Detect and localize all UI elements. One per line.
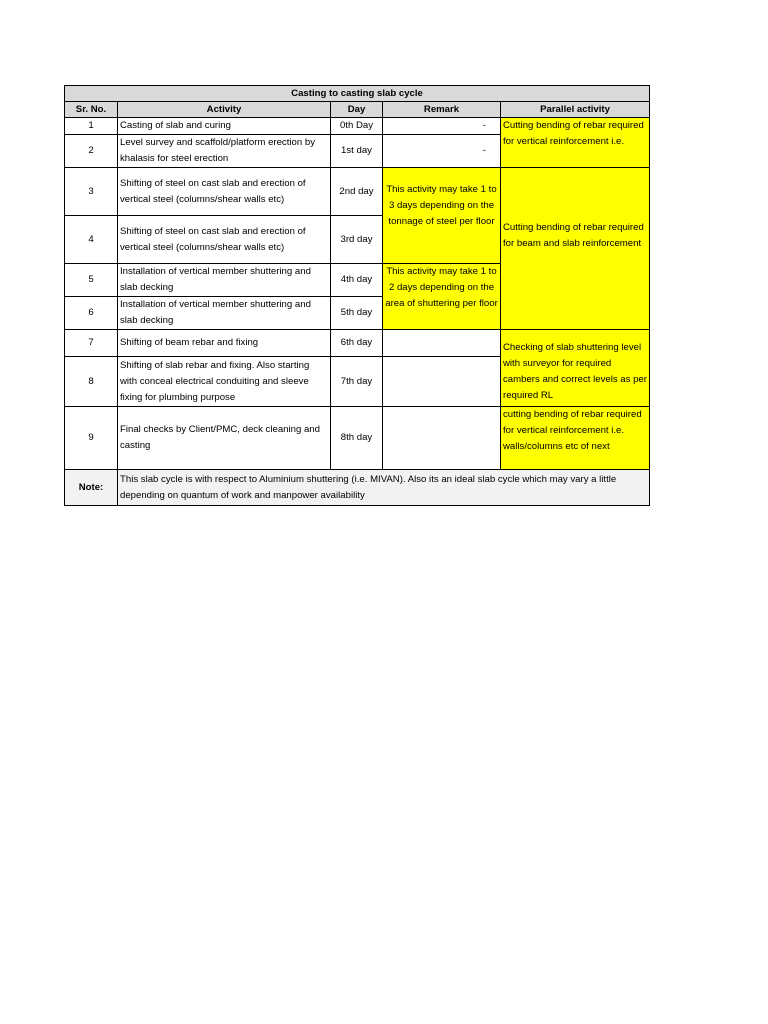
title-row <box>65 86 650 102</box>
parallel-cell[interactable]: Cutting bending of rebar required for beam and slab reinforcement <box>501 168 650 330</box>
remark-merged-cell[interactable]: This activity may take 1 to 2 days depending on the area of shuttering per floor <box>383 264 501 330</box>
day-cell[interactable]: 6th day <box>331 330 383 357</box>
table-row <box>65 330 650 357</box>
day-cell[interactable]: 4th day <box>331 264 383 297</box>
parallel-cell[interactable]: Cutting bending of rebar required for vertical reinforcement i.e. <box>501 118 650 168</box>
parallel-cell[interactable]: cutting bending of rebar required for vertical reinforcement i.e. walls/columns etc of next <box>501 407 650 470</box>
sr-cell[interactable]: 3 <box>65 168 118 216</box>
activity-cell[interactable]: Final checks by Client/PMC, deck cleaning and casting <box>118 407 331 470</box>
day-cell[interactable]: 2nd day <box>331 168 383 216</box>
table-row <box>65 118 650 135</box>
remark-cell[interactable]: - <box>383 118 501 135</box>
remark-cell[interactable] <box>383 330 501 357</box>
activity-cell[interactable]: Shifting of beam rebar and fixing <box>118 330 331 357</box>
sr-cell[interactable]: 4 <box>65 216 118 264</box>
activity-cell[interactable]: Shifting of steel on cast slab and erection of vertical steel (columns/shear walls etc) <box>118 168 331 216</box>
day-cell[interactable]: 3rd day <box>331 216 383 264</box>
day-cell[interactable]: 5th day <box>331 297 383 330</box>
parallel-cell[interactable]: Checking of slab shuttering level with surveyor for required cambers and correct levels as per required RL <box>501 330 650 407</box>
remark-merged-cell[interactable]: This activity may take 1 to 3 days depending on the tonnage of steel per floor <box>383 168 501 264</box>
sr-cell[interactable]: 2 <box>65 135 118 168</box>
header-remark[interactable]: Remark <box>383 102 501 118</box>
day-cell[interactable]: 8th day <box>331 407 383 470</box>
header-activity[interactable]: Activity <box>118 102 331 118</box>
activity-cell[interactable]: Installation of vertical member shuttering and slab decking <box>118 264 331 297</box>
day-cell[interactable]: 1st day <box>331 135 383 168</box>
table-title[interactable]: Casting to casting slab cycle <box>65 86 650 102</box>
slab-cycle-table <box>64 85 650 506</box>
day-cell[interactable]: 7th day <box>331 357 383 407</box>
sr-cell[interactable]: 1 <box>65 118 118 135</box>
day-cell[interactable]: 0th Day <box>331 118 383 135</box>
table-row <box>65 407 650 470</box>
remark-cell[interactable] <box>383 407 501 470</box>
sr-cell[interactable]: 5 <box>65 264 118 297</box>
remark-cell[interactable] <box>383 357 501 407</box>
activity-cell[interactable]: Shifting of steel on cast slab and erection of vertical steel (columns/shear walls etc) <box>118 216 331 264</box>
table-row <box>65 168 650 216</box>
activity-cell[interactable]: Level survey and scaffold/platform erection by khalasis for steel erection <box>118 135 331 168</box>
activity-cell[interactable]: Shifting of slab rebar and fixing. Also starting with conceal electrical conduiting and sleeve fixing for plumbing purpose <box>118 357 331 407</box>
header-parallel-activity[interactable]: Parallel activity <box>501 102 650 118</box>
sr-cell[interactable]: 8 <box>65 357 118 407</box>
remark-cell[interactable]: - <box>383 135 501 168</box>
note-text[interactable]: This slab cycle is with respect to Aluminium shuttering (i.e. MIVAN). Also its an ideal slab cycle which may vary a little depending on quantum of work and manpower availability <box>118 470 650 506</box>
header-row <box>65 102 650 118</box>
sr-cell[interactable]: 6 <box>65 297 118 330</box>
sr-cell[interactable]: 7 <box>65 330 118 357</box>
sr-cell[interactable]: 9 <box>65 407 118 470</box>
note-label[interactable]: Note: <box>65 470 118 506</box>
activity-cell[interactable]: Casting of slab and curing <box>118 118 331 135</box>
note-row <box>65 470 650 506</box>
activity-cell[interactable]: Installation of vertical member shuttering and slab decking <box>118 297 331 330</box>
header-day[interactable]: Day <box>331 102 383 118</box>
header-sr-no[interactable]: Sr. No. <box>65 102 118 118</box>
